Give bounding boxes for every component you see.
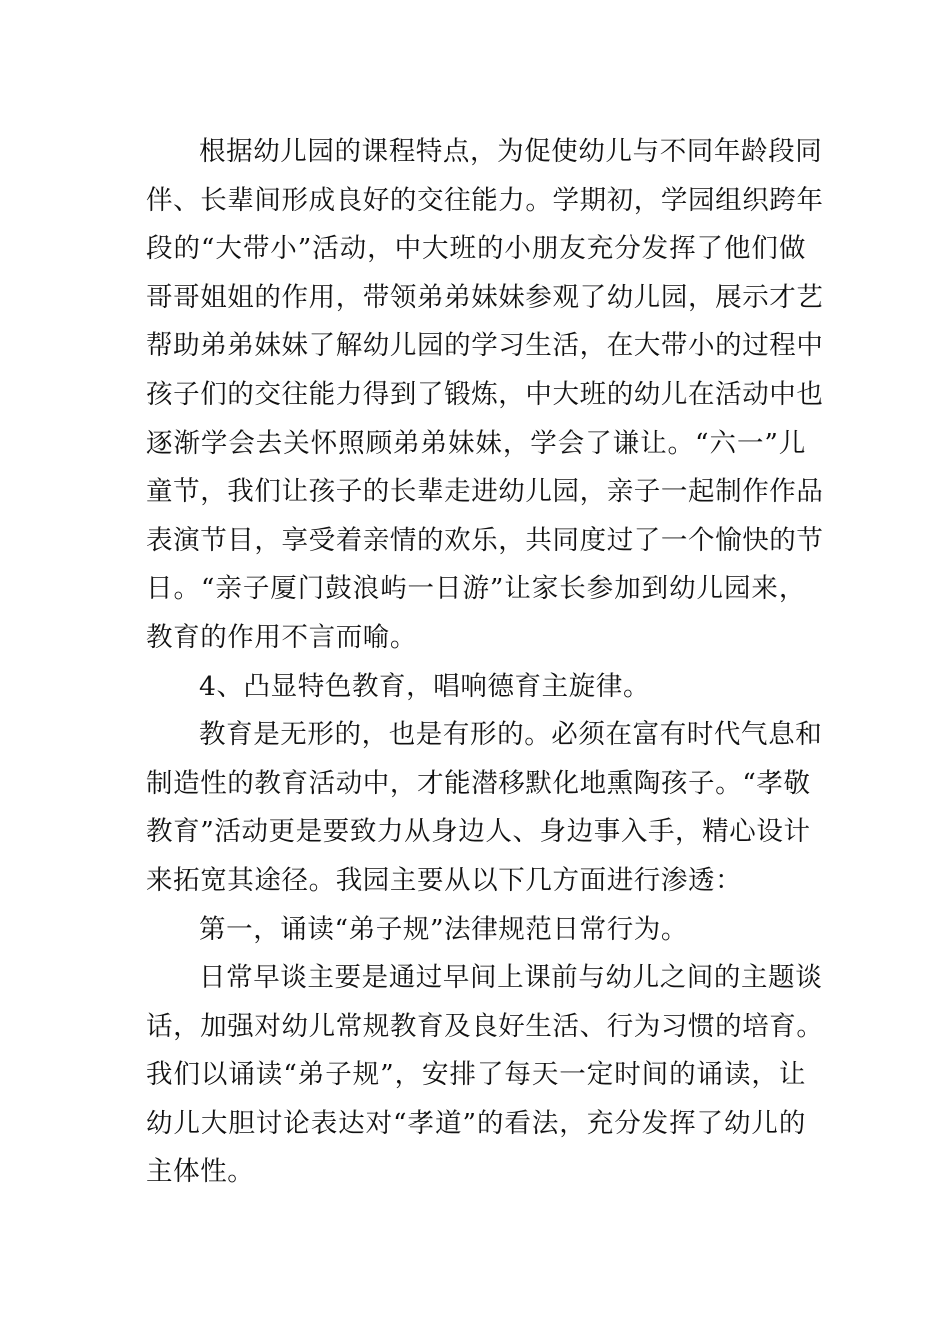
paragraph-line: 制造性的教育活动中，才能潜移默化地熏陶孩子。“孝敬	[146, 767, 811, 799]
paragraph-line: 主体性。	[146, 1156, 255, 1188]
paragraph-line: 来拓宽其途径。我园主要从以下几方面进行渗透：	[146, 864, 743, 896]
paragraph-line: 幼儿大胆讨论表达对“孝道”的看法，充分发挥了幼儿的	[146, 1107, 806, 1139]
paragraph-line: 伴、长辈间形成良好的交往能力。学期初，学园组织跨年	[146, 184, 824, 216]
paragraph-line: 话，加强对幼儿常规教育及良好生活、行为习惯的培育。	[146, 1010, 824, 1042]
paragraph-line: 教育的作用不言而喻。	[146, 621, 417, 653]
paragraph-line: 教育是无形的，也是有形的。必须在富有时代气息和	[199, 719, 823, 751]
section-heading: 4、凸显特色教育，唱响德育主旋律。	[199, 670, 651, 702]
paragraph-line: 帮助弟弟妹妹了解幼儿园的学习生活，在大带小的过程中	[146, 330, 824, 362]
paragraph-line: 我们以诵读“弟子规”，安排了每天一定时间的诵读，让	[146, 1059, 806, 1091]
paragraph-line: 根据幼儿园的课程特点，为促使幼儿与不同年龄段同	[199, 136, 823, 167]
body-text	[146, 128, 824, 1197]
paragraph-line: 日。“亲子厦门鼓浪屿一日游”让家长参加到幼儿园来，	[146, 573, 806, 605]
paragraph-line: 逐渐学会去关怀照顾弟弟妹妹，学会了谦让。“六一”儿	[146, 427, 806, 459]
paragraph-line: 日常早谈主要是通过早间上课前与幼儿之间的主题谈	[199, 962, 823, 994]
paragraph-line: 表演节目，享受着亲情的欢乐，共同度过了一个愉快的节	[146, 524, 824, 556]
paragraph-line: 段的“大带小”活动，中大班的小朋友充分发挥了他们做	[146, 233, 806, 265]
subsection-heading: 第一，诵读“弟子规”法律规范日常行为。	[199, 913, 688, 945]
paragraph-line: 孩子们的交往能力得到了锻炼，中大班的幼儿在活动中也	[146, 378, 824, 410]
paragraph-line: 教育”活动更是要致力从身边人、身边事入手，精心设计	[146, 816, 811, 848]
paragraph-line: 童节，我们让孩子的长辈走进幼儿园，亲子一起制作作品	[146, 476, 824, 508]
paragraph-line: 哥哥姐姐的作用，带领弟弟妹妹参观了幼儿园，展示才艺	[146, 281, 824, 313]
